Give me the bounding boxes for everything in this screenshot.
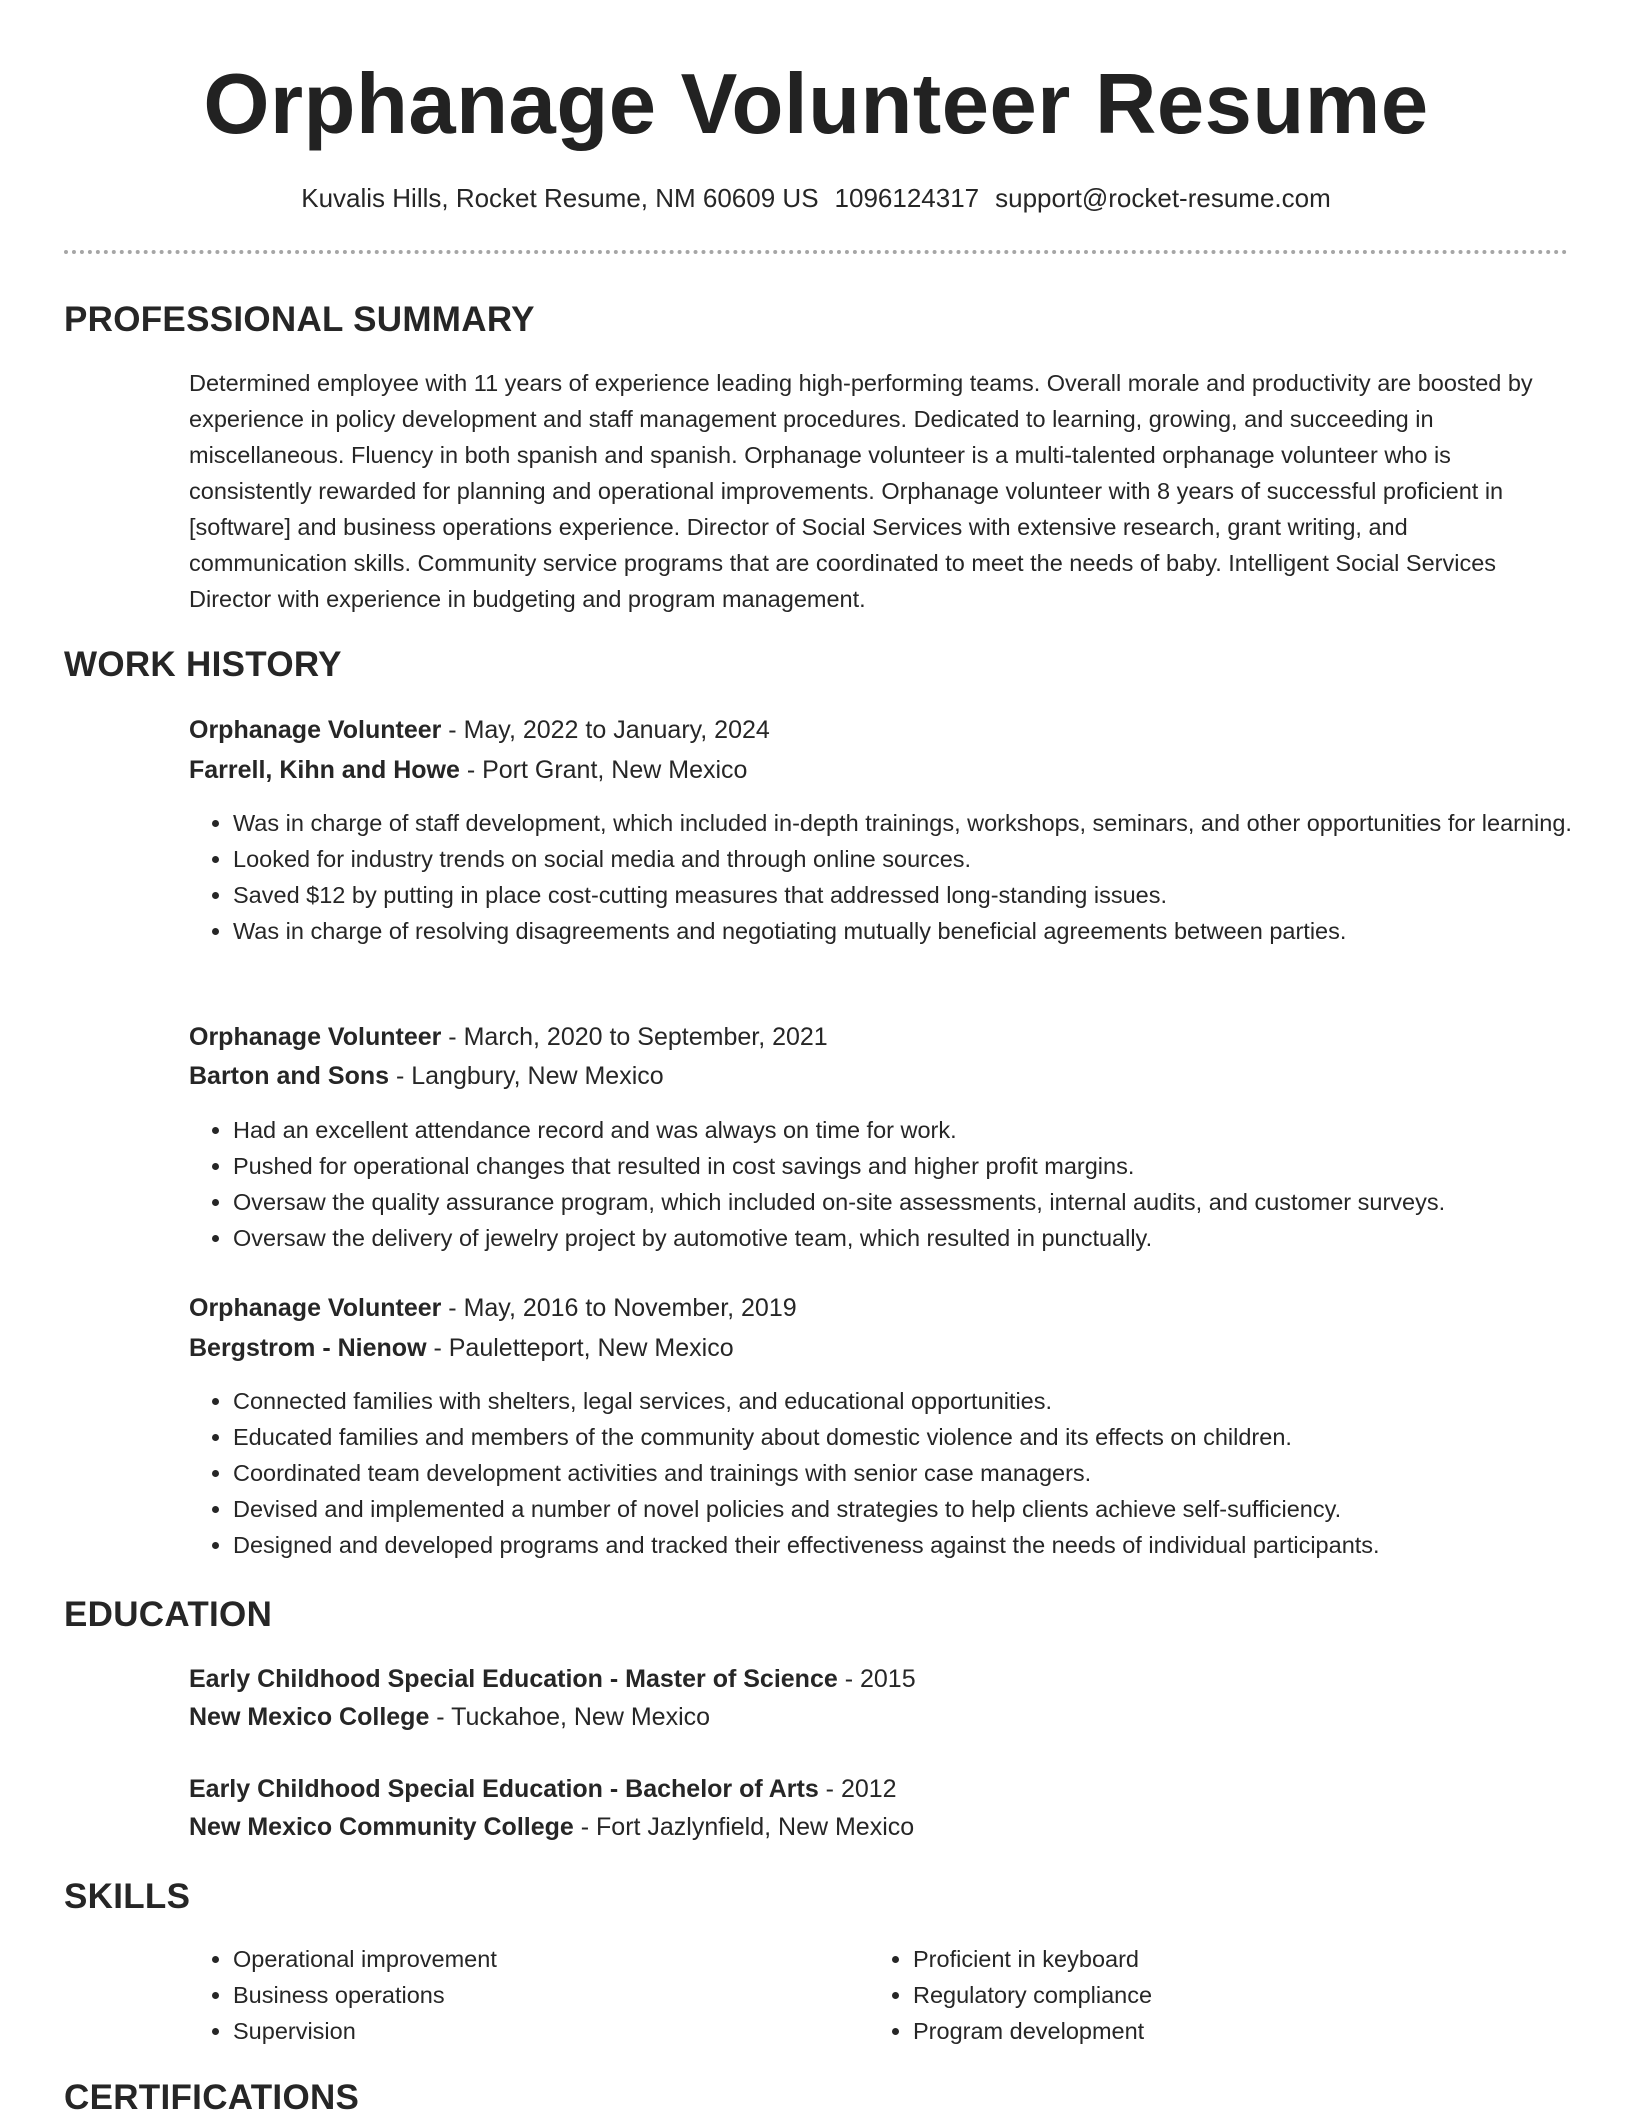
job-bullet: • Devised and implemented a number of novel policies and strategies to help clients achieve self-sufficiency.: [233, 1491, 1613, 1527]
job-company-line: [189, 1058, 664, 1094]
resume-title: Orphanage Volunteer Resume: [203, 57, 1429, 152]
education-degree-line: [189, 1771, 897, 1807]
section-title-certifications: CERTIFICATIONS: [64, 2078, 360, 2117]
job-bullet: • Was in charge of resolving disagreements and negotiating mutually beneficial agreements between parties.: [233, 913, 1613, 949]
job-title-line: [189, 712, 770, 748]
summary-text: Determined employee with 11 years of experience leading high-performing teams. Overall morale and productivity are boosted by experience in policy development and staff management procedures. Dedicated to learning, growing, and succeeding in miscellaneous. Fluency in both spanish and spanish. Orphanage volunteer is a multi-talented orphanage volunteer who is consistently rewarded for planning and operational improvements. Orphanage volunteer with 8 years of successful proficient in [software] and business operations experience. Director of Social Services with extensive research, grant writing, and communication skills. Community service programs that are coordinated to meet the needs of baby. Intelligent Social Services Director with experience in budgeting and program management.: [189, 370, 1533, 612]
job-location: - Port Grant, New Mexico: [459, 756, 748, 784]
job-bullet: • Oversaw the delivery of jewelry project by automotive team, which resulted in punctually.: [233, 1220, 1613, 1256]
job-bullet: • Had an excellent attendance record and was always on time for work.: [233, 1112, 1613, 1148]
job-bullet: • Was in charge of staff development, which included in-depth trainings, workshops, seminars, and other opportunities for learning.: [233, 805, 1613, 841]
section-title-education: EDUCATION: [64, 1595, 273, 1634]
job-bullet: • Connected families with shelters, legal services, and educational opportunities.: [233, 1383, 1613, 1419]
job-bullet: • Pushed for operational changes that resulted in cost savings and higher profit margins.: [233, 1148, 1613, 1184]
job-bullet-list: [189, 805, 1613, 949]
contact-address: Kuvalis Hills, Rocket Resume, NM 60609 US: [301, 183, 819, 213]
job-dates: - May, 2016 to November, 2019: [441, 1294, 797, 1322]
education-location: - Fort Jazlynfield, New Mexico: [573, 1813, 915, 1841]
job-bullet: • Designed and developed programs and tracked their effectiveness against the needs of individual participants.: [233, 1527, 1613, 1563]
education-school-line: [189, 1809, 914, 1845]
section-title-work-history: WORK HISTORY: [64, 645, 342, 684]
education-degree: Early Childhood Special Education - Bachelor of Arts: [189, 1775, 819, 1803]
job-bullet: • Oversaw the quality assurance program, which included on-site assessments, internal audits, and customer surveys.: [233, 1184, 1613, 1220]
education-school: New Mexico Community College: [189, 1813, 574, 1841]
contact-phone: 1096124317: [834, 183, 980, 213]
education-year: - 2015: [837, 1665, 916, 1693]
job-bullet-list: [189, 1383, 1613, 1563]
skill-item: • Regulatory compliance: [913, 1977, 1513, 2013]
job-bullet-list: [189, 1112, 1613, 1256]
job-company: Bergstrom - Nienow: [189, 1334, 427, 1362]
skill-item: • Program development: [913, 2013, 1513, 2049]
education-year: - 2012: [818, 1775, 897, 1803]
education-school: New Mexico College: [189, 1703, 430, 1731]
education-degree-line: [189, 1661, 916, 1697]
skills-list-right: [869, 1941, 1513, 2049]
section-title-skills: SKILLS: [64, 1877, 191, 1916]
contact-line: [0, 180, 1632, 216]
job-dates: - March, 2020 to September, 2021: [441, 1023, 828, 1051]
job-company-line: [189, 752, 747, 788]
job-bullet: • Saved $12 by putting in place cost-cutting measures that addressed long-standing issues.: [233, 877, 1613, 913]
job-bullet: • Educated families and members of the community about domestic violence and its effects on children.: [233, 1419, 1613, 1455]
job-company-line: [189, 1330, 734, 1366]
education-school-line: [189, 1699, 710, 1735]
job-title: Orphanage Volunteer: [189, 1294, 442, 1322]
job-location: - Pauletteport, New Mexico: [426, 1334, 734, 1362]
contact-email: support@rocket-resume.com: [995, 183, 1331, 213]
education-degree: Early Childhood Special Education - Master of Science: [189, 1665, 838, 1693]
skill-item: • Supervision: [233, 2013, 833, 2049]
job-bullet: • Looked for industry trends on social media and through online sources.: [233, 841, 1613, 877]
job-company: Farrell, Kihn and Howe: [189, 756, 460, 784]
skill-item: • Operational improvement: [233, 1941, 833, 1977]
skill-item: • Business operations: [233, 1977, 833, 2013]
job-title: Orphanage Volunteer: [189, 716, 442, 744]
skills-list-left: [189, 1941, 833, 2049]
job-bullet: • Coordinated team development activities and trainings with senior case managers.: [233, 1455, 1613, 1491]
job-title-line: [189, 1019, 828, 1055]
education-location: - Tuckahoe, New Mexico: [429, 1703, 711, 1731]
job-title: Orphanage Volunteer: [189, 1023, 442, 1051]
skill-item: • Proficient in keyboard: [913, 1941, 1513, 1977]
job-location: - Langbury, New Mexico: [389, 1062, 664, 1090]
section-title-summary: PROFESSIONAL SUMMARY: [64, 300, 535, 339]
header-divider: [64, 250, 1568, 254]
job-company: Barton and Sons: [189, 1062, 390, 1090]
job-dates: - May, 2022 to January, 2024: [441, 716, 770, 744]
job-title-line: [189, 1290, 797, 1326]
